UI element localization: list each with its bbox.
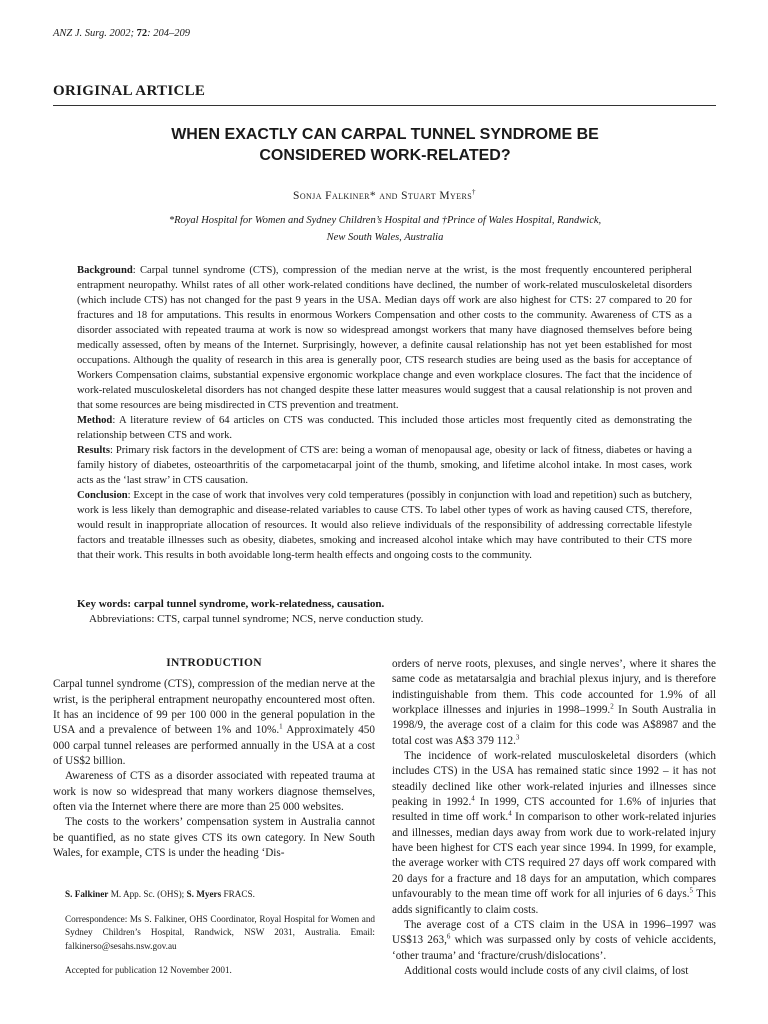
- right-paragraph-2: [392, 749, 716, 918]
- right-paragraph-1: [392, 657, 716, 749]
- conclusion-label: Conclusion: [77, 490, 128, 501]
- credential-degree-1: M. App. Sc. (OHS);: [108, 889, 187, 899]
- citation-5: 5: [689, 886, 694, 895]
- author-2-mark: †: [472, 188, 476, 197]
- intro-paragraph-1: [53, 677, 375, 769]
- citation-1: 1: [279, 722, 283, 731]
- keywords-block: [77, 597, 692, 627]
- journal-abbr: ANZ J. Surg.: [53, 28, 107, 39]
- right-paragraph-3: [392, 918, 716, 964]
- abbreviations: Abbreviations: CTS, carpal tunnel syndrome; NCS, nerve conduction study.: [89, 613, 424, 625]
- right-p2-text-d: This adds significantly to claim costs.: [392, 888, 716, 916]
- article-title: [90, 124, 680, 166]
- correspondence-note: Correspondence: Ms S. Falkiner, OHS Coordinator, Royal Hospital for Women and Sydney Children’s Hospital, Randwick, NSW 2031, Australia. Email: falkinerso@sesahs.nsw.gov.au: [65, 913, 375, 951]
- right-p1-text-cont: In South Australia in 1998/9, the average cost of a claim for this code was A$8987 and the total cost was A$3 379 112.: [392, 704, 716, 747]
- intro-p1-text-cont: Approximately 450 000 carpal tunnel releases are performed annually in the USA at a cost of US$2 billion.: [53, 724, 375, 768]
- intro-p1-text: Carpal tunnel syndrome (CTS), compression of the median nerve at the wrist, is the peripheral entrapment neuropathy encountered most often. It has an incidence of 99 per 100 000 in the general population in the USA and a prevalence of between 1% and 10%.: [53, 678, 375, 737]
- credential-name-1: S. Falkiner: [65, 889, 109, 899]
- method-label: Method: [77, 415, 113, 426]
- journal-citation: [53, 28, 190, 39]
- right-p3-text-b: which was surpassed only by costs of vehicle accidents, ‘other trauma’ and ‘fracture/crush/dislocations’.: [392, 934, 716, 962]
- accepted-note: Accepted for publication 12 November 2001.: [65, 965, 232, 975]
- intro-paragraph-2: Awareness of CTS as a disorder associated with repeated trauma at work is now so widespread that many workers diagnose themselves, often via the Internet where there are more than 25 000 websites.: [53, 770, 375, 814]
- affiliations: [110, 212, 660, 246]
- title-line-2: CONSIDERED WORK-RELATED?: [259, 147, 511, 164]
- intro-paragraph-3: The costs to the workers’ compensation system in Australia cannot be quantified, as no state gives CTS its own category. In New South Wales, for example, CTS is under the heading ‘Dis-: [53, 816, 375, 860]
- section-label: ORIGINAL ARTICLE: [53, 83, 206, 99]
- right-paragraph-4: Additional costs would include costs of any civil claims, of lost: [404, 964, 689, 977]
- author-2: Stuart Myers: [401, 190, 473, 202]
- footnotes: [53, 888, 375, 989]
- introduction-heading: INTRODUCTION: [166, 657, 262, 669]
- author-list: [53, 190, 716, 202]
- journal-volume: 72: [136, 28, 148, 39]
- results-label: Results: [77, 445, 110, 456]
- title-line-1: WHEN EXACTLY CAN CARPAL TUNNEL SYNDROME BE: [171, 126, 599, 143]
- right-p3-text: The average cost of a CTS claim in the USA in 1996–1997 was US$13 263,: [392, 918, 716, 947]
- abstract-method: [77, 413, 692, 443]
- citation-4a: 4: [471, 794, 475, 803]
- results-text: : Primary risk factors in the development of CTS are: being a woman of menopausal age, obesity or lack of fitness, diabetes or having a family history of diabetes, osteoarthritis of the carpometacarpal joint of the thumb, smoking, and lifetime alcohol intake. In most cases, work acts as the ‘last straw’ in CTS causation.: [77, 445, 692, 486]
- background-text: : Carpal tunnel syndrome (CTS), compression of the median nerve at the wrist, is the most frequently encountered peripheral entrapment neuropathy. Whilst rates of all other work-related conditions have declined, the number of work-related musculoskeletal disorders (which include CTS) has not changed for the past 9 years in the USA. Median days off work are also highest for CTS: 27 compared to 20 for fractures and 18 for amputations. This results in enormous Workers Compensation and other costs to the community. Awareness of CTS as a disorder associated with repeated trauma at work is now so widespread amongst workers that many have diagnosed themselves before being medically assessed, often by means of the Internet. Surprisingly, however, a definite causal relationship has not yet been established for most occupations. Although the quality of research in this area is generally poor, CTS research studies are being used as the basis for acceptance of Workers Compensation claims, substantial expensive ergonomic workplace change and even workplace closures. The fact that the incidence of work-related musculoskeletal disorders has not changed despite these latter measures would suggest that a causal relationship is not proven and that some resources are being misdirected in CTS prevention and treatment.: [77, 265, 692, 411]
- credential-name-2: S. Myers: [186, 889, 222, 899]
- conclusion-text: : Except in the case of work that involves very cold temperatures (possibly in conjunction with load and repetition) such as butchery, work is less likely than demographic and disease-related variables to cause CTS. To label other types of work as having caused CTS, therefore, would result in inappropriate allocation of resources. It would also relieve individuals of the responsibility of addressing correctable lifestyle factors and treatable illnesses such as obesity, diabetes, smoking and increased alcohol intake which may have contributed to their CTS more that their work. This results in both avoidable long-term health effects and ongoing costs to the community.: [77, 490, 692, 561]
- author-conjunction: and: [376, 190, 402, 202]
- right-p2-text-c: In comparison to other work-related injuries and illnesses, median days away from work due to work-related injury have been highest for CTS each year since 1994. In 1999, for example, the average worker with CTS required 27 days off work compared with 20 days for a fracture and 18 days for an amputation, which compares unfavourably to the mean time off work for all injuries of 6 days.: [392, 811, 716, 901]
- abstract-conclusion: [77, 488, 692, 563]
- affiliation-line-2: New South Wales, Australia: [326, 232, 444, 243]
- citation-3: 3: [515, 732, 520, 741]
- citation-6: 6: [446, 932, 451, 941]
- abstract-background: [77, 263, 692, 413]
- right-column: [392, 657, 716, 979]
- abstract-results: [77, 443, 692, 488]
- journal-year: 2002;: [106, 28, 137, 39]
- credential-degree-2: FRACS.: [221, 889, 255, 899]
- author-credentials: [53, 888, 375, 902]
- right-p2-text-b: In 1999, CTS accounted for 1.6% of injuries that resulted in time off work.: [392, 796, 716, 824]
- author-1-mark: *: [369, 190, 377, 202]
- background-label: Background: [77, 265, 133, 276]
- affiliation-line-1: *Royal Hospital for Women and Sydney Children’s Hospital and †Prince of Wales Hospital, Randwick,: [168, 215, 602, 226]
- left-column: [53, 656, 375, 861]
- keywords: Key words: carpal tunnel syndrome, work-relatedness, causation.: [77, 598, 385, 610]
- section-rule: [53, 105, 716, 106]
- abstract: [77, 263, 692, 563]
- citation-2: 2: [610, 702, 614, 711]
- right-p1-text: orders of nerve roots, plexuses, and single nerves’, where it shares the same code as metatarsalgia and brachial plexus injury, and is therefore indistinguishable from them. This code accounted for 1.9% of all workplace illnesses and injuries in 1998–1999.: [392, 658, 716, 717]
- method-text: : A literature review of 64 articles on CTS was conducted. This included those articles most frequently cited as demonstrating the relationship between CTS and work.: [77, 415, 692, 441]
- right-p2-text: The incidence of work-related musculoskeletal disorders (which includes CTS) in the USA has remained static since 1992 – it has not steadily declined like other work-related injuries and illnesses since peaking in 1992.: [392, 750, 716, 809]
- journal-pages: : 204–209: [147, 28, 190, 39]
- citation-4b: 4: [508, 809, 512, 818]
- author-1: Sonja Falkiner: [293, 190, 370, 202]
